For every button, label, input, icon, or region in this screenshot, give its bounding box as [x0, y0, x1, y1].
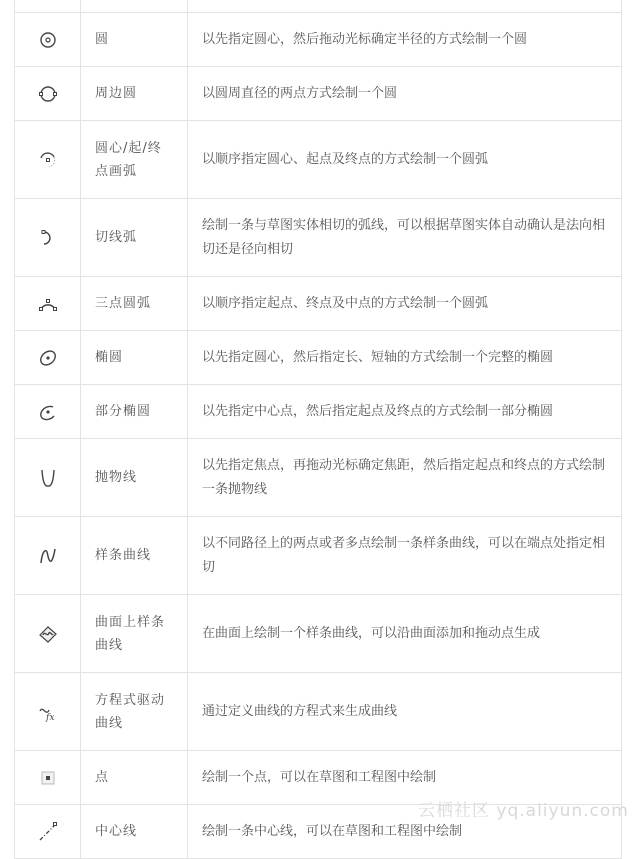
table-row — [14, 199, 622, 277]
tool-name: 曲面上样条曲线 — [81, 595, 188, 672]
centerpoint-arc-icon — [37, 149, 59, 171]
spline-icon — [37, 545, 59, 567]
tool-description: 绘制一条中心线，可以在草图和工程图中绘制 — [202, 823, 463, 839]
icon-cell — [15, 199, 81, 276]
circle-icon — [37, 29, 59, 51]
partial-ellipse-icon — [37, 401, 59, 423]
tool-description: 以先指定圆心，然后指定长、短轴的方式绘制一个完整的椭圆 — [202, 349, 554, 365]
icon-cell — [15, 67, 81, 120]
table-row — [14, 0, 622, 13]
tool-description: 以先指定焦点，再拖动光标确定焦距，然后指定起点和终点的方式绘制一条抛物线 — [202, 457, 606, 497]
perimeter-circle-icon — [37, 83, 59, 105]
table-row — [14, 121, 622, 199]
tool-name: 抛物线 — [81, 439, 188, 516]
icon-cell — [15, 331, 81, 384]
table-row — [14, 595, 622, 673]
table-row — [14, 277, 622, 331]
tool-description: 在曲面上绘制一个样条曲线，可以沿曲面添加和拖动点生成 — [202, 625, 541, 641]
icon-cell — [15, 121, 81, 198]
watermark: 云栖社区 yq.aliyun.com — [418, 801, 629, 821]
tool-description: 绘制一个点，可以在草图和工程图中绘制 — [202, 769, 437, 785]
tool-description: 以顺序指定圆心、起点及终点的方式绘制一个圆弧 — [202, 151, 489, 167]
tool-description: 通过定义曲线的方程式来生成曲线 — [202, 703, 398, 719]
table-row — [14, 385, 622, 439]
tool-name: 圆 — [81, 13, 188, 66]
ellipse-icon — [37, 347, 59, 369]
tool-name: 椭圆 — [81, 331, 188, 384]
icon-cell — [15, 517, 81, 594]
tool-name: 圆心/起/终点画弧 — [81, 121, 188, 198]
table-row — [14, 439, 622, 517]
tool-name: 部分椭圆 — [81, 385, 188, 438]
tool-name: 三点圆弧 — [81, 277, 188, 330]
tool-name: 点 — [81, 751, 188, 804]
tool-description: 以顺序指定起点、终点及中点的方式绘制一个圆弧 — [202, 295, 489, 311]
tool-description: 以先指定圆心，然后拖动光标确定半径的方式绘制一个圆 — [202, 31, 528, 47]
tool-name: 中心线 — [81, 805, 188, 858]
tool-name: 方程式驱动曲线 — [81, 673, 188, 750]
point-icon — [37, 767, 59, 789]
table-row — [14, 331, 622, 385]
icon-cell — [15, 13, 81, 66]
tool-description: 以不同路径上的两点或者多点绘制一条样条曲线，可以在端点处指定相切 — [202, 535, 606, 575]
equation-curve-icon — [37, 701, 59, 723]
three-point-arc-icon — [37, 293, 59, 315]
icon-cell — [15, 0, 81, 12]
icon-cell — [15, 595, 81, 672]
icon-cell — [15, 673, 81, 750]
icon-cell — [15, 277, 81, 330]
tangent-arc-icon — [37, 227, 59, 249]
tool-name: 样条曲线 — [81, 517, 188, 594]
table-row — [14, 67, 622, 121]
spline-on-surface-icon — [37, 623, 59, 645]
tool-name: 周边圆 — [81, 67, 188, 120]
tool-description — [188, 0, 621, 12]
tool-name: 切线弧 — [81, 199, 188, 276]
tool-description: 以圆周直径的两点方式绘制一个圆 — [202, 85, 398, 101]
icon-cell — [15, 385, 81, 438]
icon-cell — [15, 439, 81, 516]
table-row — [14, 517, 622, 595]
icon-cell — [15, 751, 81, 804]
tool-name — [81, 0, 188, 12]
tool-description: 以先指定中心点，然后指定起点及终点的方式绘制一部分椭圆 — [202, 403, 554, 419]
tool-description: 绘制一条与草图实体相切的弧线，可以根据草图实体自动确认是法向相切还是径向相切 — [202, 217, 606, 257]
svg-text:fx: fx — [45, 712, 54, 723]
table-row — [14, 13, 622, 67]
table-row — [14, 673, 622, 751]
parabola-icon — [37, 467, 59, 489]
tools-table — [14, 0, 622, 859]
